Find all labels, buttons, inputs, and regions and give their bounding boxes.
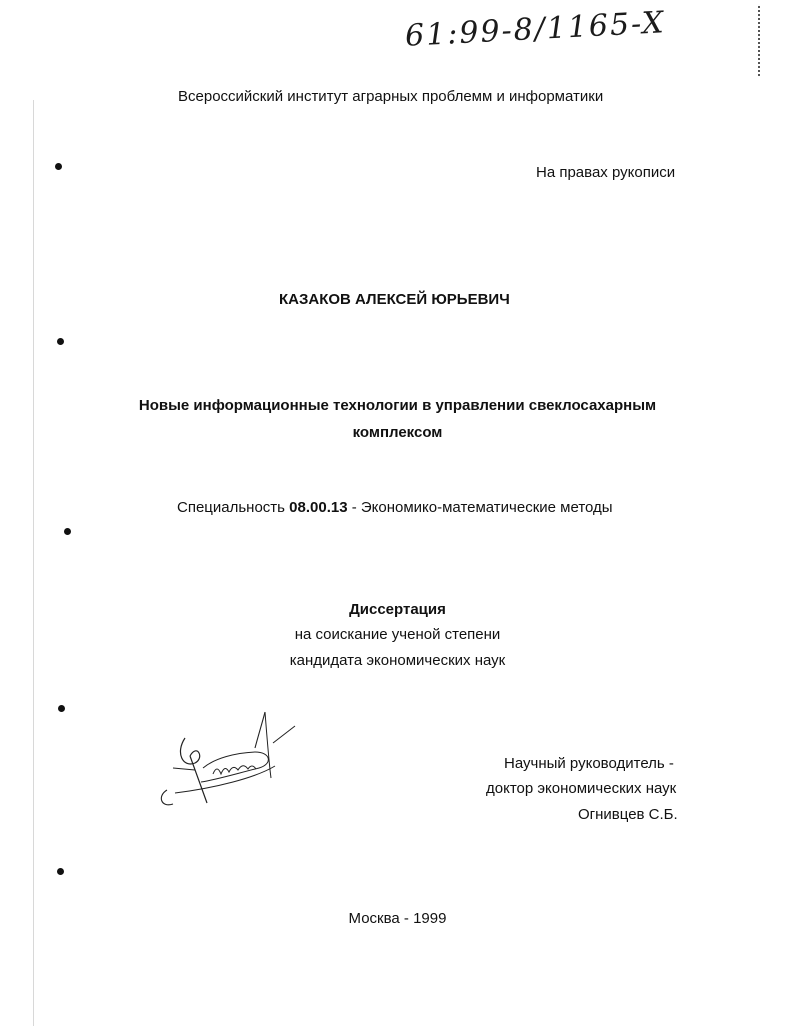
specialty-code: 08.00.13 — [289, 499, 348, 516]
binding-hole-mark — [55, 163, 62, 170]
supervisor-line-1: Научный руководитель - — [504, 755, 674, 772]
dissertation-heading: Диссертация — [349, 601, 446, 618]
scan-edge-line — [33, 100, 34, 1026]
binding-hole-mark — [57, 338, 64, 345]
handwritten-archive-code: 61:99-8/1165-X — [404, 5, 667, 54]
scan-edge-mark — [756, 6, 762, 76]
binding-hole-mark — [58, 705, 65, 712]
binding-hole-mark — [57, 868, 64, 875]
degree-line-1: на соискание ученой степени — [294, 626, 501, 643]
city-year: Москва - 1999 — [348, 910, 447, 927]
degree-line-2: кандидата экономических наук — [289, 652, 506, 669]
specialty-prefix: Специальность — [177, 499, 290, 516]
binding-hole-mark — [64, 528, 71, 535]
institute-name: Всероссийский институт аграрных проблемм и информатики — [178, 88, 604, 105]
manuscript-rights-note: На правах рукописи — [536, 164, 676, 181]
title-line-1: Новые информационные технологии в управлении свеклосахарным — [138, 397, 657, 414]
author-name: КАЗАКОВ АЛЕКСЕЙ ЮРЬЕВИЧ — [279, 291, 510, 308]
author-signature — [155, 708, 305, 813]
specialty-name: - Экономико-математические методы — [347, 499, 613, 516]
title-line-2: комплексом — [352, 424, 443, 441]
specialty-line — [177, 499, 613, 517]
supervisor-line-2: доктор экономических наук — [486, 780, 677, 797]
supervisor-name: Огнивцев С.Б. — [578, 806, 678, 823]
